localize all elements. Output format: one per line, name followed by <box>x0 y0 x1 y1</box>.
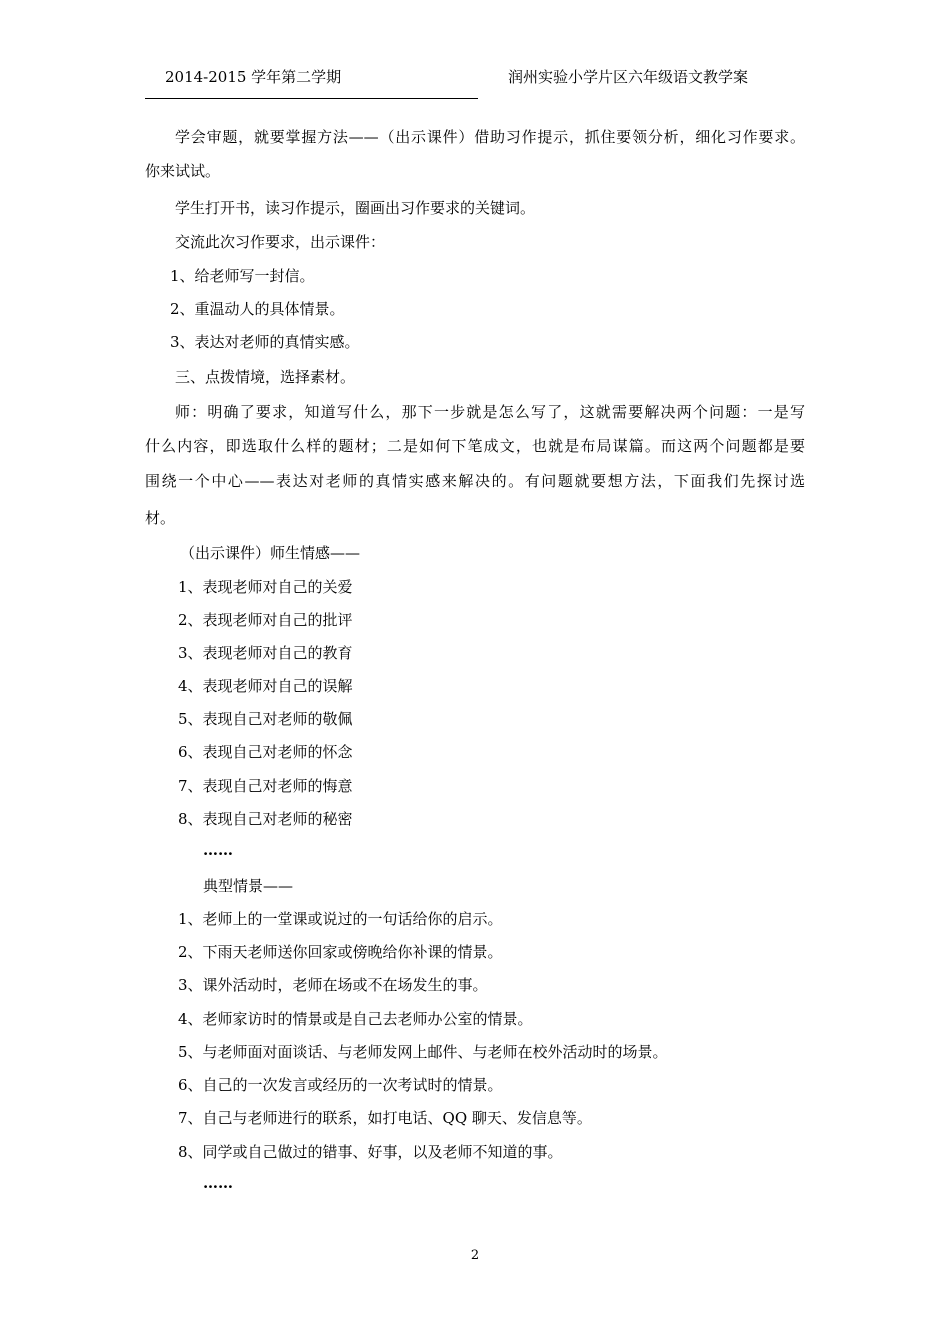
scene-item: 1、老师上的一堂课或说过的一句话给你的启示。 <box>178 910 503 928</box>
paragraph-line: 什么内容，即选取什么样的题材；二是如何下笔成文，也就是布局谋篇。而这两个问题都是要 <box>145 437 805 455</box>
paragraph-line: 你来试试。 <box>145 162 221 180</box>
emotion-item: 3、表现老师对自己的教育 <box>178 644 353 662</box>
scene-item: 2、下雨天老师送你回家或傍晚给你补课的情景。 <box>178 943 503 961</box>
ellipsis: …… <box>203 1174 233 1192</box>
page-number: 2 <box>470 1248 480 1263</box>
paragraph-line: 师：明确了要求，知道写什么，那下一步就是怎么写了，这就需要解决两个问题：一是写 <box>175 403 805 421</box>
paragraph-line: 材。 <box>145 509 176 527</box>
requirement-item: 2、重温动人的具体情景。 <box>170 300 345 318</box>
requirement-item: 3、表达对老师的真情实感。 <box>170 333 360 351</box>
emotion-item: 1、表现老师对自己的关爱 <box>178 578 353 596</box>
emotion-item: 4、表现老师对自己的误解 <box>178 677 353 695</box>
scenes-title: 典型情景—— <box>203 877 294 895</box>
emotion-item: 7、表现自己对老师的悔意 <box>178 777 353 795</box>
paragraph-line: 学会审题，就要掌握方法——（出示课件）借助习作提示，抓住要领分析，细化习作要求。 <box>175 128 805 146</box>
scene-item: 5、与老师面对面谈话、与老师发网上邮件、与老师在校外活动时的场景。 <box>178 1043 668 1061</box>
header-rule <box>145 98 478 99</box>
paragraph: 交流此次习作要求，出示课件： <box>175 233 386 251</box>
scene-item: 3、课外活动时，老师在场或不在场发生的事。 <box>178 976 488 994</box>
emotions-title: （出示课件）师生情感—— <box>180 544 361 562</box>
paragraph-line: 围绕一个中心——表达对老师的真情实感来解决的。有问题就要想方法，下面我们先探讨选 <box>145 472 805 490</box>
scene-item: 7、自己与老师进行的联系，如打电话、QQ 聊天、发信息等。 <box>178 1109 592 1127</box>
scene-item: 8、同学或自己做过的错事、好事，以及老师不知道的事。 <box>178 1143 563 1161</box>
ellipsis: …… <box>203 841 233 859</box>
scene-item: 4、老师家访时的情景或是自己去老师办公室的情景。 <box>178 1010 533 1028</box>
emotion-item: 6、表现自己对老师的怀念 <box>178 743 353 761</box>
header-term: 2014-2015 学年第二学期 <box>165 68 342 86</box>
section-heading: 三、点拨情境，选择素材。 <box>175 368 356 386</box>
scene-item: 6、自己的一次发言或经历的一次考试时的情景。 <box>178 1076 503 1094</box>
emotion-item: 8、表现自己对老师的秘密 <box>178 810 353 828</box>
requirement-item: 1、给老师写一封信。 <box>170 267 315 285</box>
header-school-title: 润州实验小学片区六年级语文教学案 <box>508 68 749 86</box>
paragraph: 学生打开书，读习作提示，圈画出习作要求的关键词。 <box>175 199 536 217</box>
emotion-item: 5、表现自己对老师的敬佩 <box>178 710 353 728</box>
emotion-item: 2、表现老师对自己的批评 <box>178 611 353 629</box>
